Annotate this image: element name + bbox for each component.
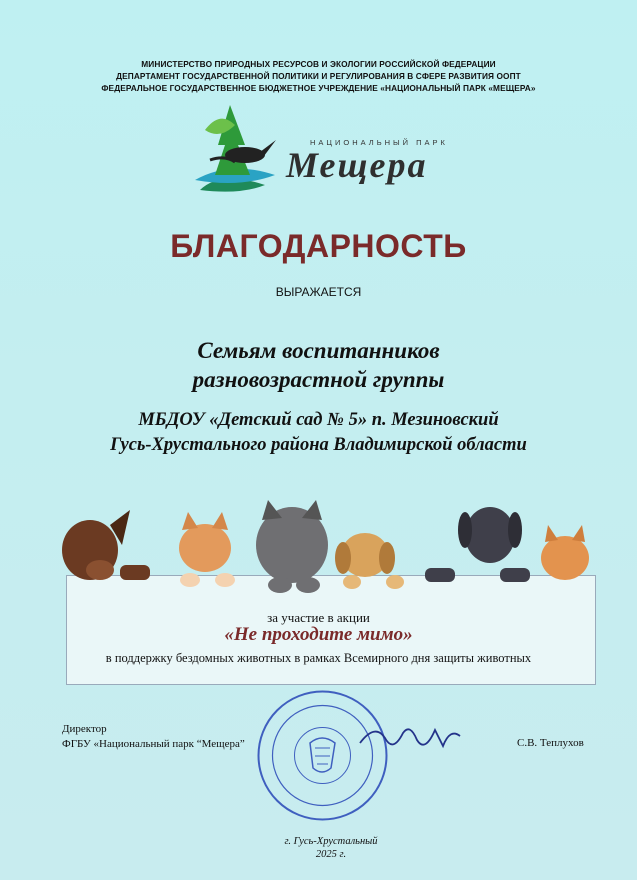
director-position: Директор	[62, 723, 107, 735]
signature-icon	[355, 718, 465, 758]
gray-cat-icon	[256, 500, 328, 593]
organization	[0, 408, 637, 458]
ginger-cat-icon	[541, 525, 589, 580]
recipient-line-2: разновозрастной группы	[192, 367, 445, 392]
banner-text-participation: за участие в акции	[267, 610, 370, 625]
logo-wordmark: Мещера	[286, 145, 428, 185]
logo-caption: НАЦИОНАЛЬНЫЙ ПАРК	[310, 138, 448, 147]
organization-line-2: Гусь-Хрустального района Владимирской области	[110, 435, 527, 455]
recipient	[0, 336, 637, 394]
banner-action-name: «Не проходите мимо»	[224, 624, 413, 645]
organization-line-1: МБДОУ «Детский сад № 5» п. Мезиновский	[138, 410, 499, 430]
recipient-line-1: Семьям воспитанников	[197, 338, 440, 363]
puppy-icon	[335, 533, 404, 589]
director-organization: ФГБУ «Национальный парк “Мещера”	[62, 738, 245, 750]
certificate-subtitle: ВЫРАЖАЕТСЯ	[275, 285, 362, 299]
pets-illustration	[60, 500, 600, 600]
header-line-institution: ФЕДЕРАЛЬНОЕ ГОСУДАРСТВЕННОЕ БЮДЖЕТНОЕ УЧРЕЖДЕНИЕ «НАЦИОНАЛЬНЫЙ ПАРК «МЕЩЕРА»	[101, 83, 536, 93]
header-line-ministry: МИНИСТЕРСТВО ПРИРОДНЫХ РЕСУРСОВ И ЭКОЛОГИИ РОССИЙСКОЙ ФЕДЕРАЦИИ	[141, 59, 496, 69]
dachshund-icon	[425, 507, 530, 582]
park-emblem-icon	[190, 100, 280, 200]
certificate-title: БЛАГОДАРНОСТЬ	[170, 228, 467, 264]
director-block	[62, 722, 245, 752]
kitten-icon	[179, 512, 235, 587]
header-line-department: ДЕПАРТАМЕНТ ГОСУДАРСТВЕННОЙ ПОЛИТИКИ И РЕГУЛИРОВАНИЯ В СФЕРЕ РАЗВИТИЯ ООПТ	[116, 71, 521, 81]
signer-name: С.В. Теплухов	[517, 737, 584, 749]
issue-year: 2025 г.	[315, 849, 347, 860]
dog-icon	[62, 510, 150, 580]
header	[0, 58, 637, 94]
banner-text-support: в поддержку бездомных животных в рамках Всемирного дня защиты животных	[105, 651, 532, 665]
issue-place-date	[0, 835, 637, 861]
park-logo	[190, 100, 470, 200]
issue-place: г. Гусь-Хрустальный	[284, 836, 378, 847]
